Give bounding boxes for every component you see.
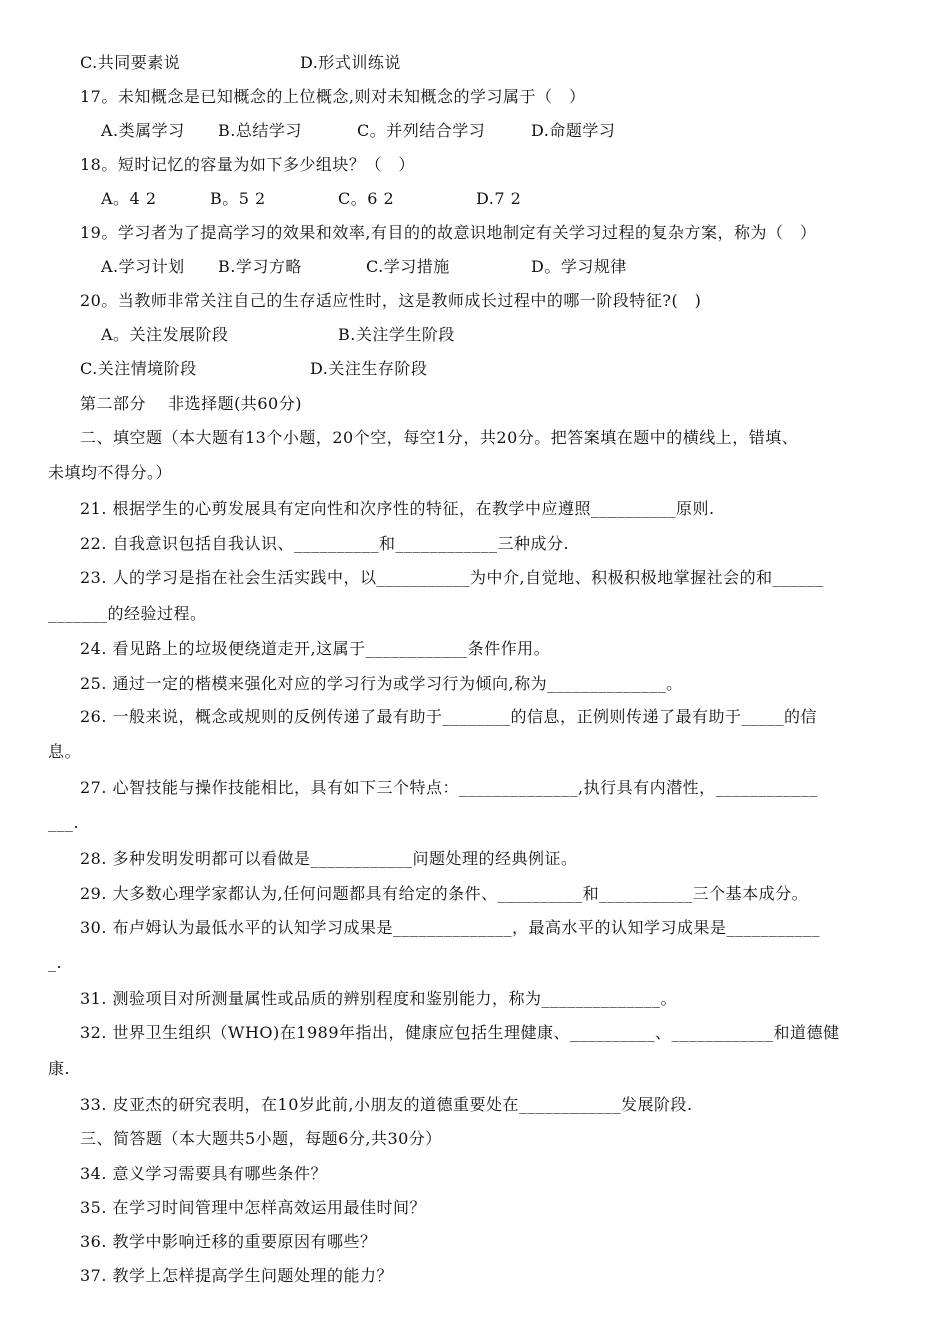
q17-stem: 17。未知概念是已知概念的上位概念,则对未知概念的学习属于（ ） [80,87,586,106]
q33: 33. 皮亚杰的研究表明，在10岁此前,小朋友的道德重要处在____________发展阶段. [80,1095,693,1114]
q30-line2: _. [48,953,63,972]
q23-line2: _______的经验过程。 [48,604,207,623]
q20-option-a: A。关注发展阶段 [101,325,229,344]
q37: 37. 教学上怎样提高学生问题处理的能力？ [80,1266,394,1285]
q22: 22. 自我意识包括自我认识、__________和____________三种成分. [80,534,570,553]
q19-option-d: D。学习规律 [531,257,627,276]
q26-line2: 息。 [48,742,82,761]
part2-title: 第二部分 非选择题(共60分) [80,394,302,413]
q17-option-b: B.总结学习 [218,121,302,140]
q23-line1: 23. 人的学习是指在社会生活实践中，以___________为中介,自觉地、积极积极地掌握社会的和______ [80,568,824,587]
q27-line2: ___. [48,813,80,832]
q20-option-d: D.关注生存阶段 [310,359,428,378]
q31: 31. 测验项目对所测量属性或品质的辨别程度和鉴别能力，称为______________。 [80,989,678,1008]
q19-option-b: B.学习方略 [218,257,302,276]
q17-option-d: D.命题学习 [531,121,616,140]
q19-option-a: A.学习计划 [101,257,185,276]
section3-header: 三、简答题（本大题共5小题，每题6分,共30分） [80,1129,442,1148]
q34: 34. 意义学习需要具有哪些条件？ [80,1164,328,1183]
q17-option-a: A.类属学习 [101,121,185,140]
q32-line2: 康. [48,1059,71,1078]
q18-option-b: B。5 2 [210,189,266,208]
q28: 28. 多种发明发明都可以看做是____________问题处理的经典例证。 [80,849,578,868]
q18-stem: 18。短时记忆的容量为如下多少组块？（ ） [80,155,415,174]
q17-option-c: C。并列结合学习 [357,121,486,140]
q30-line1: 30. 布卢姆认为最低水平的认知学习成果是______________，最高水平的认知学习成果是___________ [80,918,821,937]
q32-line1: 32. 世界卫生组织（WHO)在1989年指出，健康应包括生理健康、__________、____________和道德健 [80,1023,840,1042]
q25: 25. 通过一定的楷模来强化对应的学习行为或学习行为倾向,称为______________。 [80,674,683,693]
q35: 35. 在学习时间管理中怎样高效运用最佳时间？ [80,1198,427,1217]
q36: 36. 教学中影响迁移的重要原因有哪些？ [80,1232,377,1251]
q16-option-c: C.共同要素说 [80,53,181,72]
q24: 24. 看见路上的垃圾便绕道走开,这属于____________条件作用。 [80,639,551,658]
section2-header-line2: 未填均不得分。） [48,463,173,482]
q21: 21. 根据学生的心剪发展具有定向性和次序性的特征，在教学中应遵照__________原则. [80,499,715,518]
section2-header-line1: 二、填空题（本大题有13个小题，20个空，每空1分，共20分。把答案填在题中的横线上，错填、 [80,428,799,447]
q27-line1: 27. 心智技能与操作技能相比，具有如下三个特点：______________,执行具有内潜性，____________ [80,778,818,797]
q19-stem: 19。学习者为了提高学习的效果和效率,有目的的故意识地制定有关学习过程的复杂方案，称为（ ） [80,223,817,242]
q29: 29. 大多数心理学家都认为,任何问题都具有给定的条件、__________和___________三个基本成分。 [80,884,809,903]
q20-option-c: C.关注情境阶段 [80,359,197,378]
q18-option-a: A。4 2 [101,189,157,208]
q19-option-c: C.学习措施 [366,257,450,276]
q18-option-d: D.7 2 [476,189,522,208]
q26-line1: 26. 一般来说，概念或规则的反例传递了最有助于________的信息，正例则传递了最有助于_____的信 [80,707,818,726]
q20-stem: 20。当教师非常关注自己的生存适应性时，这是教师成长过程中的哪一阶段特征?( ) [80,291,702,310]
q16-option-d: D.形式训练说 [300,53,401,72]
q20-option-b: B.关注学生阶段 [338,325,455,344]
q18-option-c: C。6 2 [338,189,395,208]
